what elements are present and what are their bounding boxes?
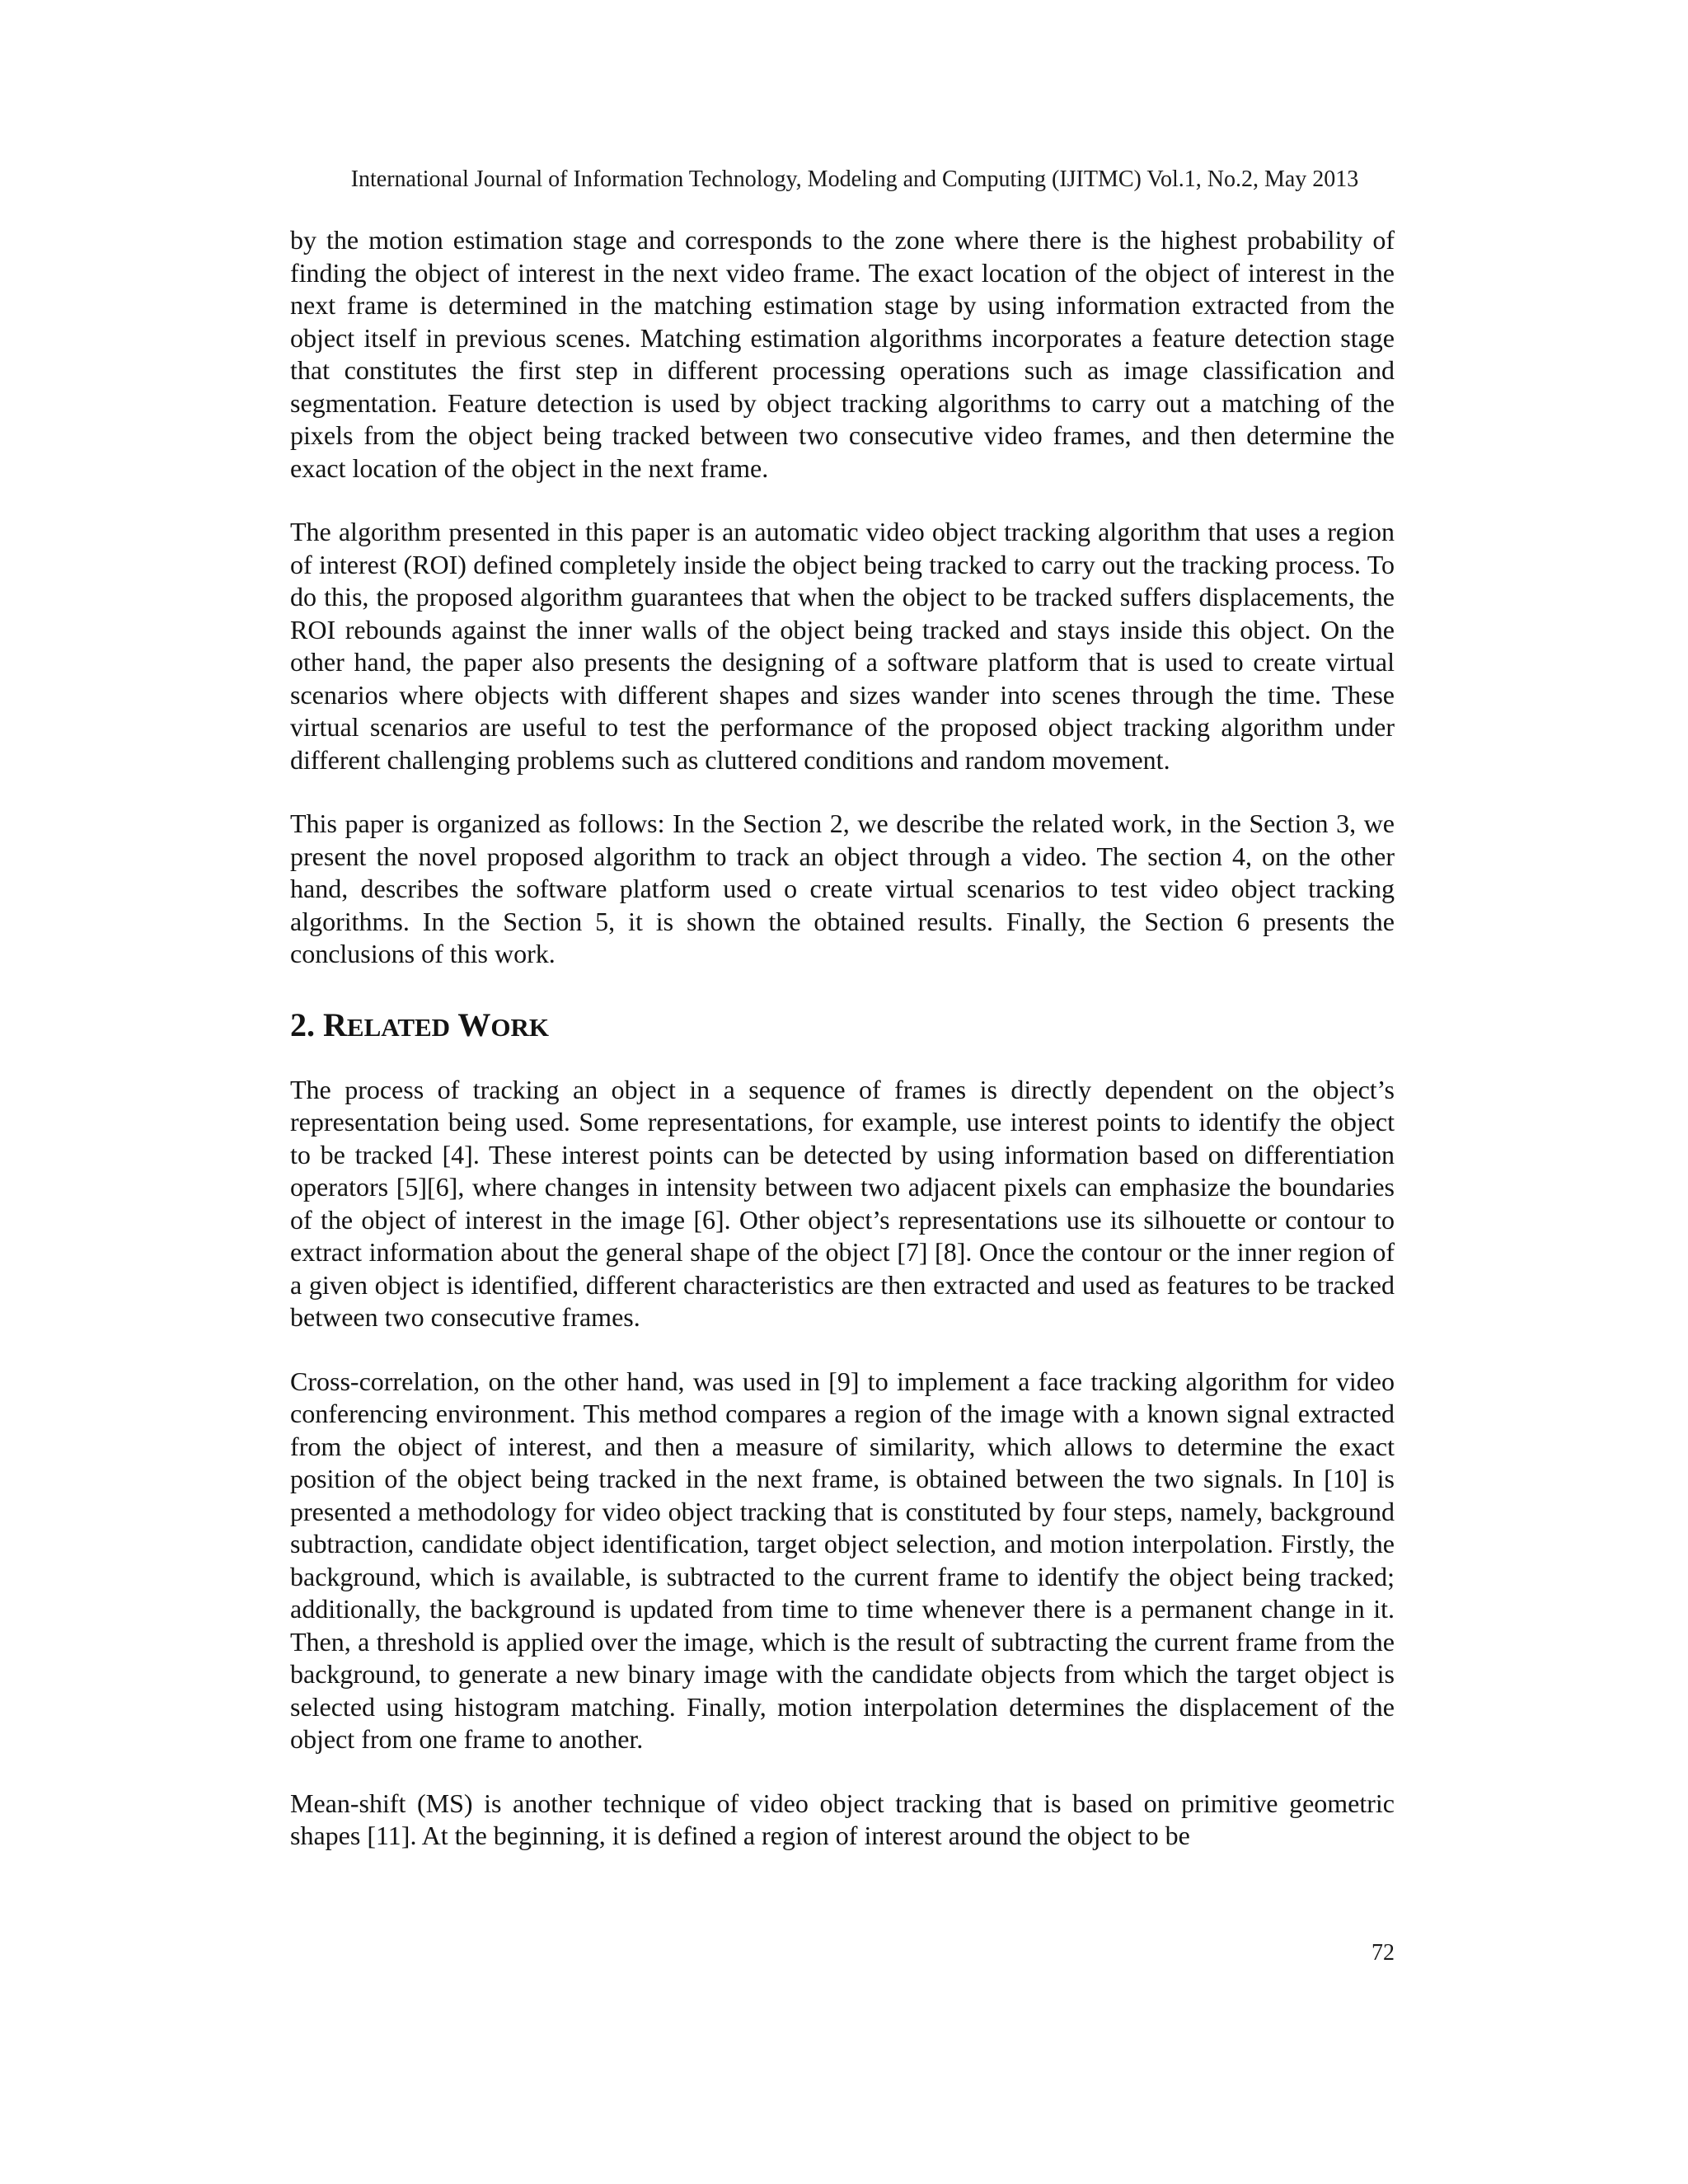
section-title-initial: W bbox=[457, 1005, 491, 1043]
section-number: 2. bbox=[290, 1005, 315, 1043]
paragraph-related-1: The process of tracking an object in a sequence of frames is directly dependent on the object’s representation being used. Some representations, for example, use interest points to identify the object to be tracked [4]. These interest points can be detected by using information based on differentiation operators [5][6], where changes in intensity between two adjacent pixels can emphasize the boundaries of the object of interest in the image [6]. Other object’s representations use its silhouette or contour to extract information about the general shape of the object [7] [8]. Once the contour or the inner region of a given object is identified, different characteristics are then extracted and used as features to be tracked between two consecutive frames. bbox=[290, 1074, 1395, 1332]
section-heading-related-work bbox=[290, 1005, 1395, 1047]
page-number: 72 bbox=[1372, 1940, 1395, 1966]
paragraph-intro-2: The algorithm presented in this paper is an automatic video object tracking algorithm that uses a region of interest (ROI) defined completely inside the object being tracked to carry out the tracking process. To do this, the proposed algorithm guarantees that when the object to be tracked suffers displacements, the ROI rebounds against the inner walls of the object being tracked and stays inside this object. On the other hand, the paper also presents the designing of a software platform that is used to create virtual scenarios where objects with different shapes and sizes wander into scenes through the time. These virtual scenarios are useful to test the performance of the proposed object tracking algorithm under different challenging problems such as cluttered conditions and random movement. bbox=[290, 517, 1395, 775]
body-text bbox=[290, 224, 1395, 1853]
paragraph-related-3: Mean-shift (MS) is another technique of video object tracking that is based on primitive geometric shapes [11]. At the beginning, it is defined a region of interest around the object to be bbox=[290, 1788, 1395, 1850]
paragraph-intro-3: This paper is organized as follows: In the Section 2, we describe the related work, in the Section 3, we present the novel proposed algorithm to track an object through a video. The section 4, on the other hand, describes the software platform used o create virtual scenarios to test video object tracking algorithms. In the Section 5, it is shown the obtained results. Finally, the Section 6 presents the conclusions of this work. bbox=[290, 808, 1395, 968]
running-header: International Journal of Information Technology, Modeling and Computing (IJITMC) Vol.1, No.2, May 2013 bbox=[350, 166, 1359, 192]
paragraph-intro-1: by the motion estimation stage and corresponds to the zone where there is the highest probability of finding the object of interest in the next video frame. The exact location of the object of interest in the next frame is determined in the matching estimation stage by using information extracted from the object itself in previous scenes. Matching estimation algorithms incorporates a feature detection stage that constitutes the first step in different processing operations such as image classification and segmentation. Feature detection is used by object tracking algorithms to carry out a matching of the pixels from the object being tracked between two consecutive video frames, and then determine the exact location of the object in the next frame. bbox=[290, 225, 1395, 483]
section-title-smallcaps: ELATED bbox=[346, 1012, 451, 1042]
section-title-smallcaps: ORK bbox=[490, 1012, 549, 1042]
paragraph-related-2: Cross-correlation, on the other hand, was used in [9] to implement a face tracking algorithm for video conferencing environment. This method compares a region of the image with a known signal extracted from the object of interest, and then a measure of similarity, which allows to determine the exact position of the object being tracked in the next frame, is obtained between the two signals. In [10] is presented a methodology for video object tracking that is constituted by four steps, namely, background subtraction, candidate object identification, target object selection, and motion interpolation. Firstly, the background, which is available, is subtracted to the current frame to identify the object being tracked; additionally, the background is updated from time to time whenever there is a permanent change in it. Then, a threshold is applied over the image, which is the result of subtracting the current frame from the background, to generate a new binary image with the candidate objects from which the target object is selected using histogram matching. Finally, motion interpolation determines the displacement of the object from one frame to another. bbox=[290, 1366, 1395, 1754]
section-title-initial: R bbox=[323, 1005, 347, 1043]
